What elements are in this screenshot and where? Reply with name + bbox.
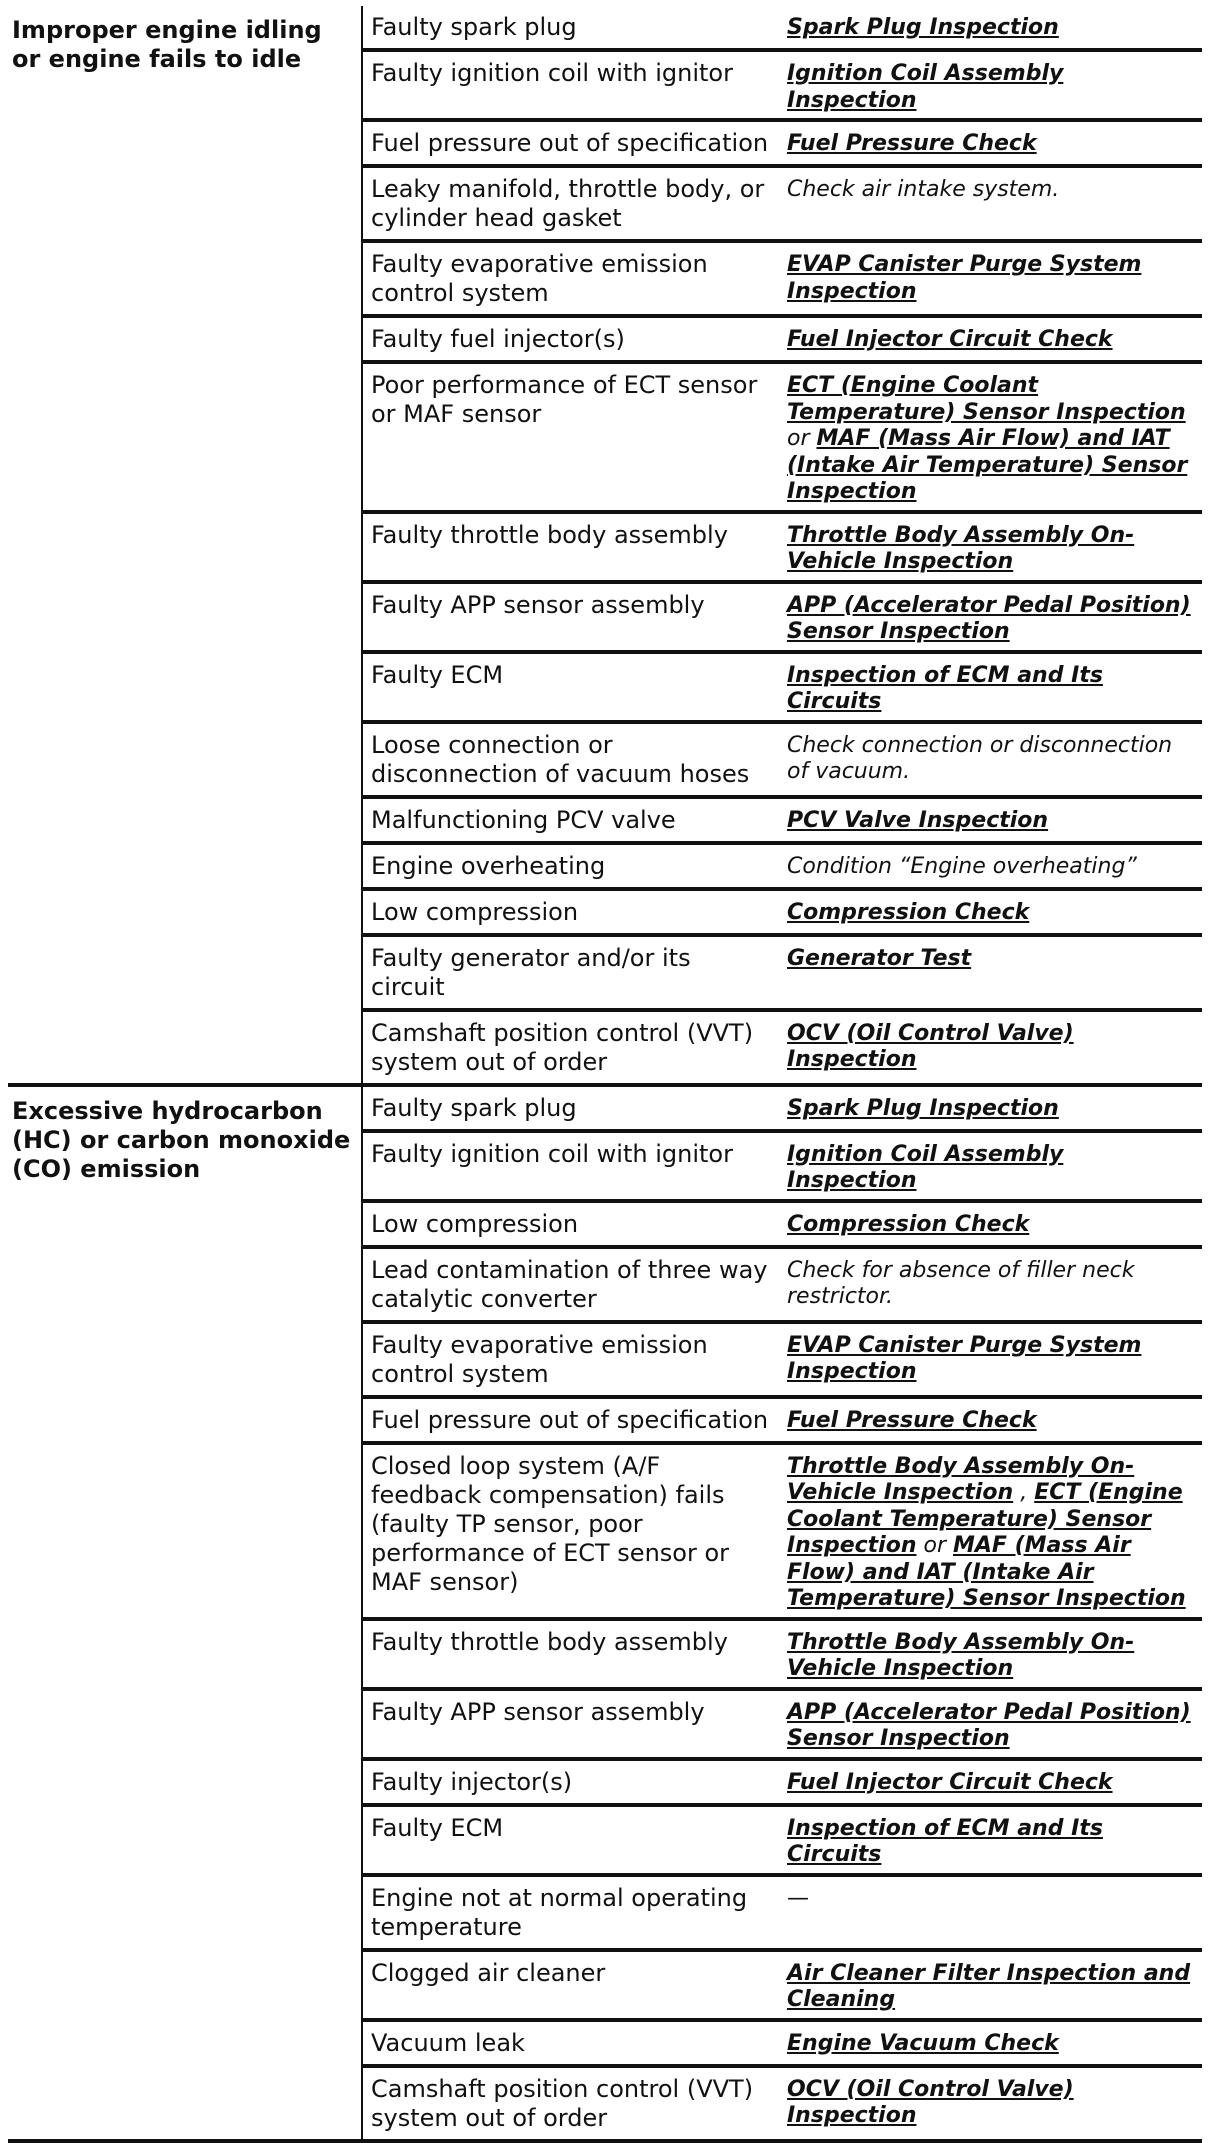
probable-cause: Fuel pressure out of specification — [363, 122, 781, 164]
probable-cause: Engine not at normal operating temperature — [363, 1877, 781, 1948]
procedure-link[interactable]: Throttle Body Assembly On-Vehicle Inspection — [787, 1629, 1135, 1681]
correction-cell — [781, 1399, 1202, 1441]
probable-cause: Faulty generator and/or its circuit — [363, 937, 781, 1008]
probable-cause: Faulty injector(s) — [363, 1761, 781, 1803]
probable-cause: Poor performance of ECT sensor or MAF sensor — [363, 364, 781, 510]
correction-cell — [781, 318, 1202, 360]
probable-cause: Faulty ignition coil with ignitor — [363, 1133, 781, 1199]
procedure-link[interactable]: Throttle Body Assembly On-Vehicle Inspection — [787, 522, 1135, 574]
table-row — [363, 1087, 1202, 1133]
correction-text: or — [787, 426, 817, 451]
correction-cell — [781, 1761, 1202, 1803]
correction-cell — [781, 1691, 1202, 1757]
procedure-link[interactable]: Spark Plug Inspection — [787, 15, 1059, 40]
correction-cell — [781, 1203, 1202, 1245]
correction-text: Check air intake system. — [787, 177, 1060, 202]
symptom-label: Excessive hydrocarbon (HC) or carbon monoxide (CO) emission — [8, 1087, 363, 2139]
probable-cause: Faulty ECM — [363, 654, 781, 720]
probable-cause: Low compression — [363, 891, 781, 933]
table-row — [363, 1133, 1202, 1203]
procedure-link[interactable]: Spark Plug Inspection — [787, 1095, 1059, 1121]
correction-cell — [781, 1952, 1202, 2018]
probable-cause: Faulty spark plug — [363, 1087, 781, 1129]
correction-cell — [781, 1621, 1202, 1687]
probable-cause: Vacuum leak — [363, 2022, 781, 2064]
correction-cell — [781, 1877, 1202, 1948]
correction-cell — [781, 2022, 1202, 2064]
procedure-link[interactable]: Inspection of ECM and Its Circuits — [787, 662, 1103, 714]
probable-cause: Faulty APP sensor assembly — [363, 1691, 781, 1757]
procedure-link[interactable]: Generator Test — [787, 945, 972, 971]
procedure-link[interactable]: Compression Check — [787, 899, 1030, 925]
table-row — [363, 2068, 1202, 2139]
procedure-link[interactable]: Inspection of ECM and Its Circuits — [787, 1815, 1103, 1867]
correction-cell — [781, 514, 1202, 580]
procedure-link[interactable]: OCV (Oil Control Valve) Inspection — [787, 1020, 1074, 1072]
procedure-link[interactable]: Fuel Pressure Check — [787, 131, 1037, 156]
probable-cause: Faulty APP sensor assembly — [363, 584, 781, 650]
table-row — [363, 243, 1202, 318]
probable-cause: Low compression — [363, 1203, 781, 1245]
table-row — [363, 584, 1202, 654]
probable-cause: Faulty evaporative emission control system — [363, 243, 781, 314]
procedure-link[interactable]: APP (Accelerator Pedal Position) Sensor Inspection — [787, 592, 1191, 644]
correction-cell — [781, 122, 1202, 164]
procedure-link[interactable]: APP (Accelerator Pedal Position) Sensor Inspection — [787, 1699, 1191, 1751]
probable-cause: Faulty spark plug — [363, 6, 781, 48]
table-row — [363, 1691, 1202, 1761]
procedure-link[interactable]: EVAP Canister Purge System Inspection — [787, 1332, 1142, 1384]
table-row — [363, 1445, 1202, 1621]
correction-cell — [781, 937, 1202, 1008]
probable-cause: Faulty fuel injector(s) — [363, 318, 781, 360]
table-row — [363, 891, 1202, 937]
procedure-link[interactable]: MAF (Mass Air Flow) and IAT (Intake Air Temperature) Sensor Inspection — [787, 426, 1188, 504]
probable-cause: Engine overheating — [363, 845, 781, 887]
probable-cause: Malfunctioning PCV valve — [363, 799, 781, 841]
correction-cell — [781, 891, 1202, 933]
procedure-link[interactable]: Throttle Body Assembly On-Vehicle Inspection — [787, 1453, 1135, 1505]
procedure-link[interactable]: Fuel Injector Circuit Check — [787, 1769, 1113, 1795]
symptom-label: Improper engine idling or engine fails to idle — [8, 6, 363, 1083]
symptom-group — [8, 6, 1202, 1087]
correction-cell — [781, 243, 1202, 314]
probable-cause: Faulty ignition coil with ignitor — [363, 52, 781, 118]
table-row — [363, 168, 1202, 243]
table-row — [363, 6, 1202, 52]
correction-cell — [781, 1445, 1202, 1617]
correction-cell — [781, 724, 1202, 795]
correction-cell — [781, 168, 1202, 239]
table-row — [363, 724, 1202, 799]
correction-cell — [781, 1807, 1202, 1873]
procedure-link[interactable]: PCV Valve Inspection — [787, 807, 1049, 833]
correction-cell — [781, 1133, 1202, 1199]
procedure-link[interactable]: Engine Vacuum Check — [787, 2030, 1059, 2056]
correction-cell — [781, 845, 1202, 887]
table-row — [363, 122, 1202, 168]
procedure-link[interactable]: EVAP Canister Purge System Inspection — [787, 252, 1142, 304]
probable-cause: Clogged air cleaner — [363, 1952, 781, 2018]
probable-cause: Camshaft position control (VVT) system out of order — [363, 2068, 781, 2139]
correction-cell — [781, 364, 1202, 510]
table-row — [363, 2022, 1202, 2068]
table-row — [363, 1012, 1202, 1083]
table-row — [363, 1952, 1202, 2022]
symptom-group — [8, 1087, 1202, 2143]
table-row — [363, 799, 1202, 845]
procedure-link[interactable]: ECT (Engine Coolant Temperature) Sensor Inspection — [787, 373, 1186, 425]
procedure-link[interactable]: Ignition Coil Assembly Inspection — [787, 1141, 1064, 1193]
table-row — [363, 1761, 1202, 1807]
procedure-link[interactable]: Ignition Coil Assembly Inspection — [787, 61, 1064, 113]
table-row — [363, 514, 1202, 584]
probable-cause: Loose connection or disconnection of vacuum hoses — [363, 724, 781, 795]
correction-text: Check for absence of filler neck restrictor. — [787, 1257, 1135, 1309]
table-row — [363, 845, 1202, 891]
probable-cause: Faulty ECM — [363, 1807, 781, 1873]
table-row — [363, 937, 1202, 1012]
table-row — [363, 318, 1202, 364]
table-row — [363, 1399, 1202, 1445]
correction-text: — — [787, 1885, 809, 1911]
correction-cell — [781, 799, 1202, 841]
table-row — [363, 1203, 1202, 1249]
correction-cell — [781, 52, 1202, 118]
probable-cause: Faulty throttle body assembly — [363, 514, 781, 580]
probable-cause: Fuel pressure out of specification — [363, 1399, 781, 1441]
table-row — [363, 1249, 1202, 1324]
procedure-link[interactable]: MAF (Mass Air Flow) and IAT (Intake Air Temperature) Sensor Inspection — [787, 1533, 1186, 1611]
correction-cell — [781, 1087, 1202, 1129]
probable-cause: Leaky manifold, throttle body, or cylinder head gasket — [363, 168, 781, 239]
correction-cell — [781, 584, 1202, 650]
correction-cell — [781, 654, 1202, 720]
correction-text: Check connection or disconnection of vacuum. — [787, 732, 1173, 784]
table-row — [363, 1621, 1202, 1691]
table-row — [363, 1877, 1202, 1952]
correction-cell — [781, 6, 1202, 48]
probable-cause: Faulty throttle body assembly — [363, 1621, 781, 1687]
correction-cell — [781, 2068, 1202, 2139]
table-row — [363, 1324, 1202, 1399]
procedure-link[interactable]: ECT (Engine Coolant Temperature) Sensor Inspection — [787, 1480, 1183, 1558]
probable-cause: Camshaft position control (VVT) system out of order — [363, 1012, 781, 1083]
table-row — [363, 52, 1202, 122]
troubleshooting-table — [8, 6, 1202, 2143]
correction-text: , — [1013, 1480, 1035, 1505]
procedure-link[interactable]: Air Cleaner Filter Inspection and Cleaning — [787, 1960, 1191, 2012]
probable-cause: Lead contamination of three way catalytic converter — [363, 1249, 781, 1320]
correction-cell — [781, 1249, 1202, 1320]
procedure-link[interactable]: Fuel Injector Circuit Check — [787, 327, 1113, 352]
table-row — [363, 654, 1202, 724]
correction-cell — [781, 1324, 1202, 1395]
correction-cell — [781, 1012, 1202, 1083]
table-row — [363, 1807, 1202, 1877]
correction-text: or — [916, 1533, 953, 1558]
table-row — [363, 364, 1202, 514]
procedure-link[interactable]: Fuel Pressure Check — [787, 1407, 1037, 1433]
probable-cause: Closed loop system (A/F feedback compensation) fails (faulty TP sensor, poor performance of ECT sensor or MAF sensor) — [363, 1445, 781, 1617]
probable-cause: Faulty evaporative emission control system — [363, 1324, 781, 1395]
procedure-link[interactable]: OCV (Oil Control Valve) Inspection — [787, 2076, 1074, 2128]
correction-text: Condition “Engine overheating” — [787, 853, 1137, 879]
procedure-link[interactable]: Compression Check — [787, 1211, 1030, 1237]
